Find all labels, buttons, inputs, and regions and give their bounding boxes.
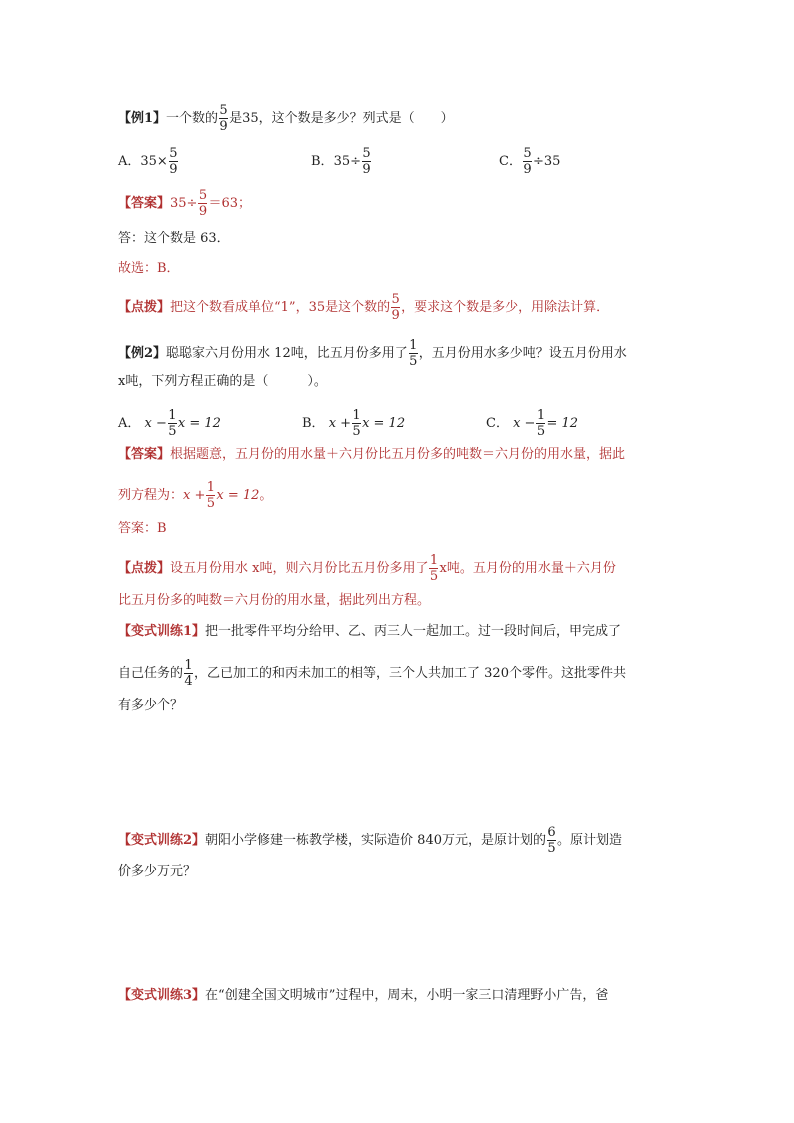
ex1-answer: 【答案】35÷ $\frac{5}{9}$ ＝63； bbox=[118, 188, 251, 219]
fraction: $\frac{1}{4}$ bbox=[184, 658, 193, 689]
fraction: $\frac{5}{9}$ bbox=[362, 146, 371, 177]
ex1-option-c: C． $\frac{5}{9}$ ÷35 bbox=[499, 146, 561, 177]
fraction: $\frac{5}{9}$ bbox=[219, 103, 228, 134]
ex3-line3: 有多少个？ bbox=[118, 698, 184, 713]
fraction: $\frac{1}{5}$ bbox=[429, 553, 439, 584]
ex1-choice: 故选：B． bbox=[118, 261, 180, 276]
ex3-line2: 自己任务的 $\frac{1}{4}$ ，乙已加工的和丙未加工的相等，三个人共加工了 320个零件。这批零件共 bbox=[118, 658, 626, 689]
ex4-line1: 【变式训练2】朝阳小学修建一栋教学楼，实际造价 840万元，是原计划的 $\frac{6}{5}$ 。原计划造 bbox=[118, 825, 623, 856]
ex2-answer-choice: 答案：B bbox=[118, 521, 167, 536]
fraction: $\frac{1}{5}$ bbox=[409, 338, 418, 369]
ex3-line1: 【变式训练1】把一批零件平均分给甲、乙、丙三人一起加工。过一段时间后，甲完成了 bbox=[118, 624, 622, 639]
ex1-answer-statement: 答：这个数是 63． bbox=[118, 231, 230, 246]
fraction: $\frac{5}{9}$ bbox=[169, 146, 178, 177]
fraction: $\frac{1}{5}$ bbox=[168, 408, 177, 439]
ex1-hint: 【点拨】把这个数看成单位“1”，35是这个数的 $\frac{5}{9}$ ，要求这个数是多少，用除法计算． bbox=[118, 292, 610, 323]
ex1-option-b: B．35÷ $\frac{5}{9}$ bbox=[311, 146, 371, 177]
ex1-option-a: A．35× $\frac{5}{9}$ bbox=[118, 146, 178, 177]
ex2-question: 【例2】聪聪家六月份用水 12吨，比五月份多用了 $\frac{1}{5}$ ，五月份用水多少吨？设五月份用水 bbox=[118, 338, 627, 369]
ex4-line2: 价多少万元？ bbox=[118, 864, 197, 879]
fraction: $\frac{5}{9}$ bbox=[198, 188, 208, 219]
ex2-option-a: A． x − $\frac{1}{5}$ x = 12 bbox=[118, 408, 221, 439]
ex1-tag: 【例1】 bbox=[118, 111, 167, 126]
ex2-hint-line2: 比五月份多的吨数＝六月份的用水量，据此列出方程。 bbox=[118, 593, 431, 608]
ex2-option-b: B． x + $\frac{1}{5}$ x = 12 bbox=[302, 408, 406, 439]
ex2-answer-line2: 列方程为：x + $\frac{1}{5}$ x = 12。 bbox=[118, 480, 273, 511]
ex2-hint: 【点拨】设五月份用水 x吨，则六月份比五月份多用了 $\frac{1}{5}$ x吨。五月份的用水量＋六月份 bbox=[118, 553, 616, 584]
ex5-line1: 【变式训练3】在“创建全国文明城市”过程中，周末，小明一家三口清理野小广告，爸 bbox=[118, 988, 609, 1003]
ex2-answer: 【答案】根据题意，五月份的用水量＋六月份比五月份多的吨数＝六月份的用水量，据此 bbox=[118, 447, 626, 462]
fraction: $\frac{1}{5}$ bbox=[352, 408, 361, 439]
ex1-question: 【例1】一个数的 $\frac{5}{9}$ 是35，这个数是多少？列式是（ ） bbox=[118, 103, 454, 134]
fraction: $\frac{1}{5}$ bbox=[536, 408, 546, 439]
fraction: $\frac{6}{5}$ bbox=[547, 825, 556, 856]
ex2-question-line2: x吨，下列方程正确的是（ ）。 bbox=[118, 374, 327, 389]
fraction: $\frac{5}{9}$ bbox=[523, 146, 532, 177]
fraction: $\frac{5}{9}$ bbox=[391, 292, 400, 323]
fraction: $\frac{1}{5}$ bbox=[206, 480, 216, 511]
ex2-option-c: C． x − $\frac{1}{5}$ = 12 bbox=[486, 408, 579, 439]
